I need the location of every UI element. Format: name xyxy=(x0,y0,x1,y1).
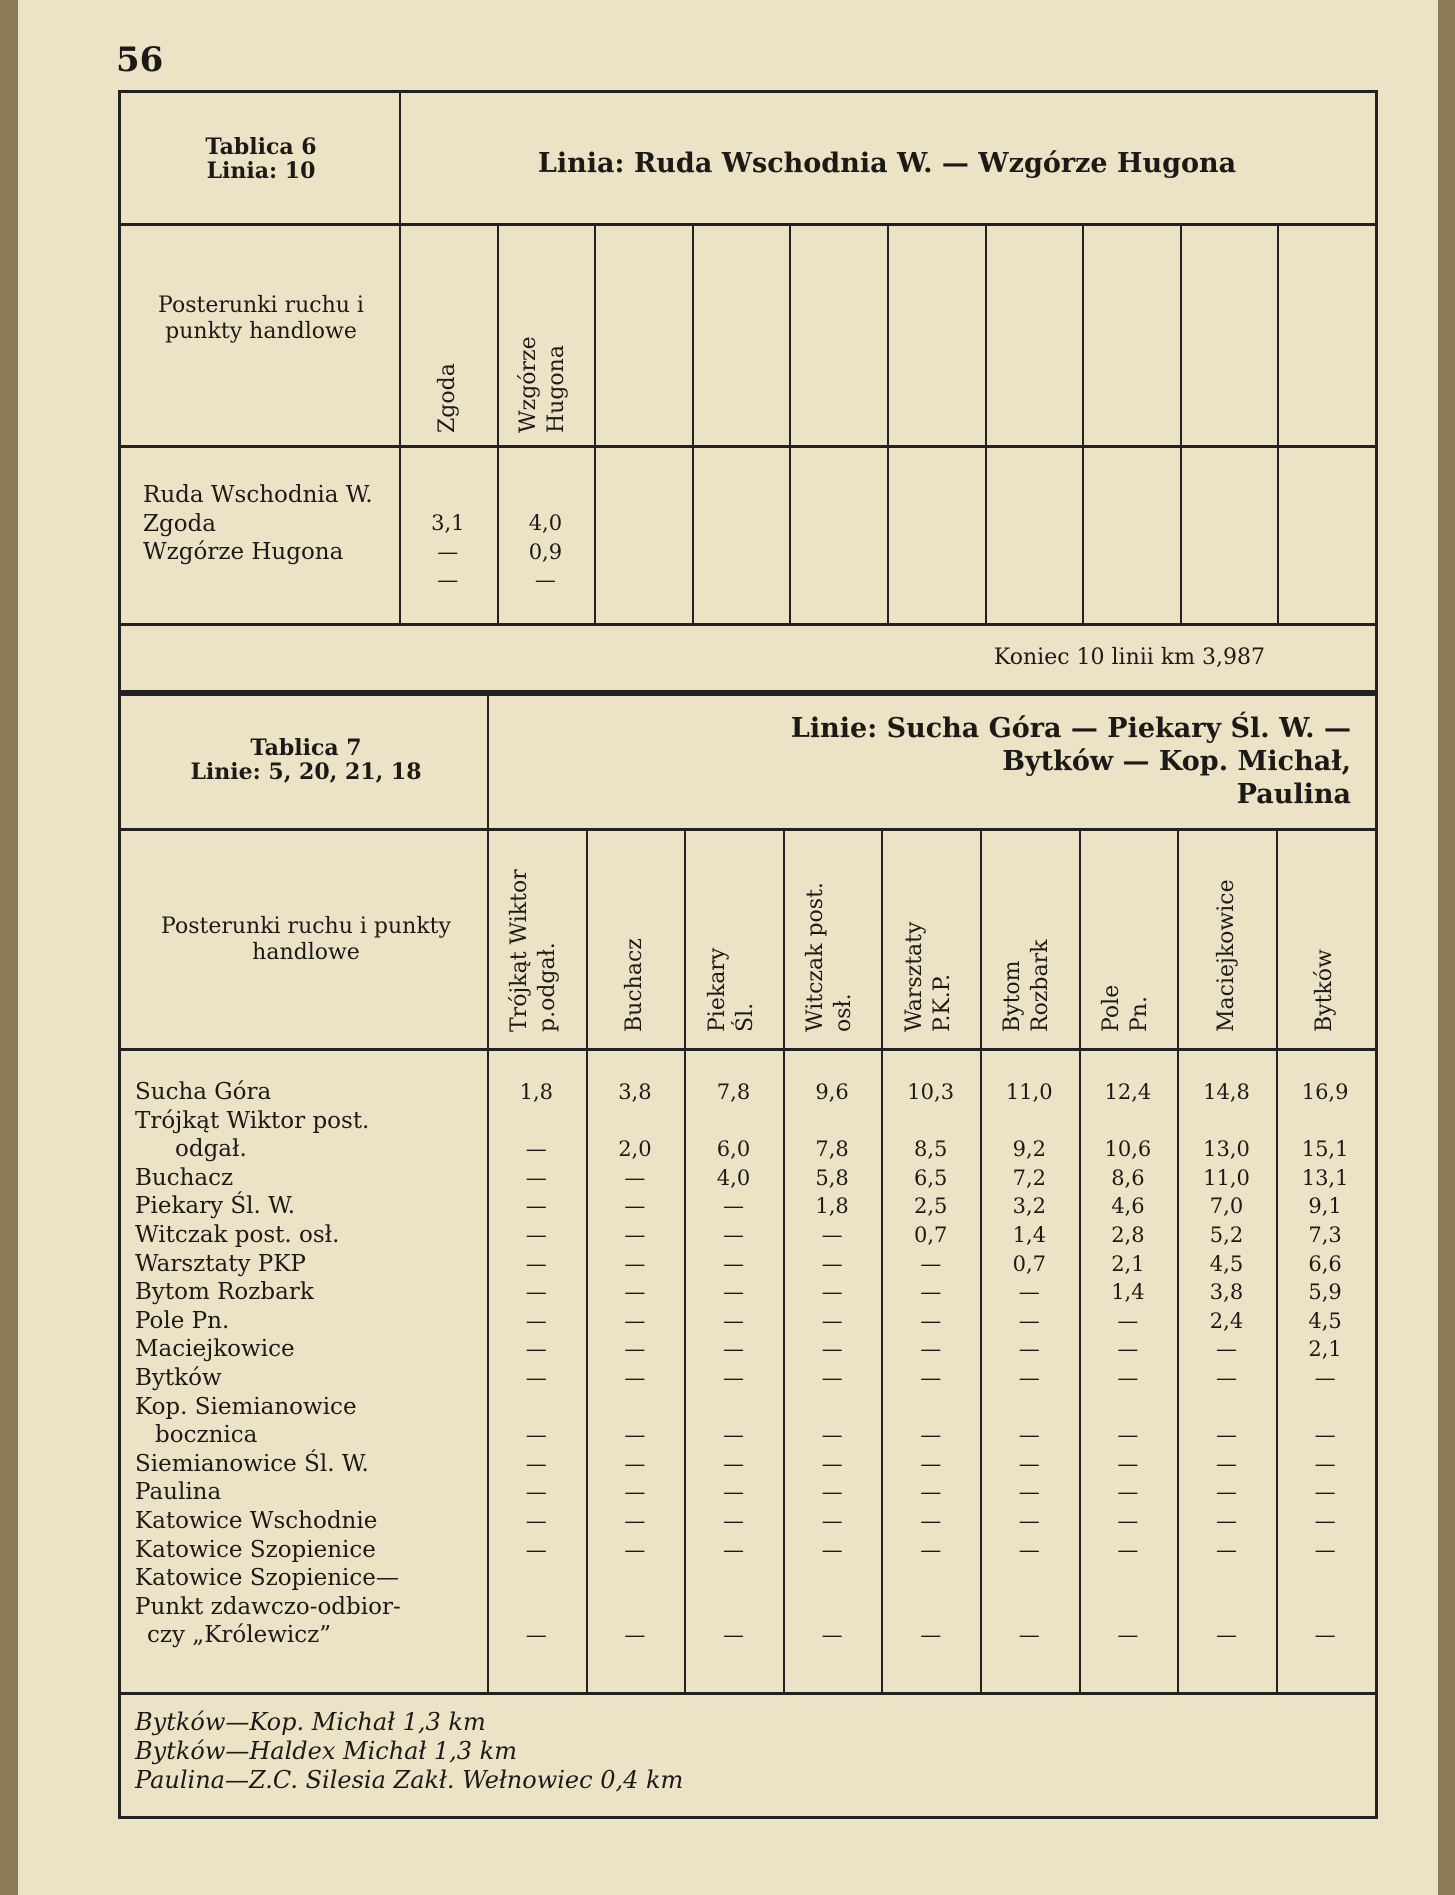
column-header: Zgoda xyxy=(434,363,460,433)
table-cell: — xyxy=(1215,1423,1237,1448)
table-cell: — xyxy=(920,1308,942,1333)
table-cell: — xyxy=(525,1337,547,1362)
station-name: Katowice Wschodnie xyxy=(135,1507,378,1534)
table-cell: — xyxy=(1018,1337,1040,1362)
table-cell: 2,1 xyxy=(1111,1251,1145,1276)
table-cell: — xyxy=(722,1451,744,1476)
table-cell: 3,2 xyxy=(1012,1194,1046,1219)
column-header: Bytom Rozbark xyxy=(1000,939,1054,1032)
table-cell: — xyxy=(525,1509,547,1533)
table-cell: 4,5 xyxy=(1308,1308,1342,1333)
station-name: Kop. Siemianowice xyxy=(135,1393,357,1420)
table-cell: — xyxy=(1018,1423,1040,1448)
table-cell: 9,1 xyxy=(1308,1194,1342,1219)
station-name: Siemianowice Śl. W. xyxy=(135,1450,369,1477)
table-cell: — xyxy=(437,539,459,564)
table-cell: — xyxy=(1314,1480,1336,1505)
table-cell: — xyxy=(624,1480,646,1505)
table-cell: — xyxy=(1117,1537,1139,1562)
table-cell: 3,1 xyxy=(431,511,465,535)
table-cell: — xyxy=(1117,1337,1139,1362)
column-header: Buchacz xyxy=(621,938,647,1032)
footnote: Bytków—Haldex Michał 1,3 km xyxy=(135,1737,517,1765)
station-name: Bytków xyxy=(135,1364,222,1391)
table-cell: — xyxy=(920,1509,942,1533)
column-header: Warsztaty P.K.P. xyxy=(901,921,955,1032)
table-7-label: Tablica 7 Linie: 5, 20, 21, 18 xyxy=(190,735,422,785)
table-cell: — xyxy=(722,1280,744,1305)
table-cell: — xyxy=(1018,1480,1040,1505)
table-cell: 8,6 xyxy=(1111,1165,1145,1190)
table-cell: — xyxy=(722,1423,744,1448)
table-cell: — xyxy=(624,1223,646,1247)
table-cell: 1,4 xyxy=(1111,1280,1145,1305)
table-cell: — xyxy=(821,1223,843,1247)
table-cell: — xyxy=(722,1366,744,1390)
table-cell: — xyxy=(821,1337,843,1362)
table-cell: 9,2 xyxy=(1012,1137,1046,1162)
table-cell: 7,3 xyxy=(1308,1223,1342,1247)
table-cell: — xyxy=(821,1537,843,1562)
station-name: Katowice Szopienice— xyxy=(135,1565,399,1592)
table-cell: — xyxy=(1117,1480,1139,1505)
table-cell: — xyxy=(1314,1509,1336,1533)
table-cell: — xyxy=(722,1251,744,1276)
table-cell: 14,8 xyxy=(1203,1080,1250,1104)
table-cell: 8,5 xyxy=(913,1137,948,1162)
table-cell: — xyxy=(624,1251,646,1276)
station-name: Katowice Szopienice xyxy=(135,1536,376,1563)
table-cell: — xyxy=(624,1280,646,1305)
table-cell: 2,0 xyxy=(618,1137,652,1162)
table-cell: — xyxy=(624,1423,646,1448)
station-name: Bytom Rozbark xyxy=(135,1279,314,1306)
table-cell: — xyxy=(1018,1537,1040,1562)
table-cell: — xyxy=(821,1480,843,1505)
table-cell: 7,8 xyxy=(815,1137,849,1162)
station-name: Sucha Góra xyxy=(135,1079,272,1105)
station-name: Pole Pn. xyxy=(135,1307,230,1334)
table-cell: 5,2 xyxy=(1209,1223,1244,1247)
table-7 xyxy=(118,692,1378,1819)
table-7-footnotes xyxy=(135,1708,683,1795)
table-cell: — xyxy=(920,1480,942,1505)
table-7-stations xyxy=(135,1078,401,1650)
table-cell: — xyxy=(821,1423,843,1448)
table-6-corner-header: Posterunki ruchu i punkty handlowe xyxy=(158,293,364,344)
table-cell: — xyxy=(624,1509,646,1533)
table-cell: — xyxy=(525,1451,547,1476)
table-cell: — xyxy=(1314,1537,1336,1562)
table-cell: — xyxy=(1018,1509,1040,1533)
table-cell: — xyxy=(1215,1509,1237,1533)
table-cell: — xyxy=(624,1623,646,1648)
station-name: bocznica xyxy=(155,1422,258,1449)
station-name: Trójkąt Wiktor post. xyxy=(135,1107,370,1134)
table-cell: — xyxy=(1018,1366,1040,1390)
table-cell: 0,9 xyxy=(528,539,563,564)
table-cell: — xyxy=(920,1251,942,1276)
table-cell: — xyxy=(624,1337,646,1362)
table-cell: — xyxy=(920,1623,942,1648)
table-cell: — xyxy=(624,1165,646,1190)
table-6-stations xyxy=(143,481,393,567)
table-cell: — xyxy=(525,1137,547,1162)
table-cell: — xyxy=(1117,1423,1139,1448)
station-name: odgał. xyxy=(175,1136,247,1163)
table-cell: — xyxy=(920,1451,942,1476)
table-7-corner-header: Posterunki ruchu i punkty handlowe xyxy=(161,914,451,965)
table-cell: 7,8 xyxy=(716,1080,751,1104)
table-cell: — xyxy=(525,1280,547,1305)
table-cell: 2,4 xyxy=(1209,1308,1244,1333)
table-cell: — xyxy=(525,1537,547,1562)
station-name: Maciejkowice xyxy=(135,1336,295,1363)
table-cell: — xyxy=(525,1308,547,1333)
table-cell: — xyxy=(1117,1509,1139,1533)
table-cell: — xyxy=(437,568,459,593)
table-cell: — xyxy=(722,1223,744,1247)
table-cell: — xyxy=(624,1308,646,1333)
table-6-title: Linia: Ruda Wschodnia W. — Wzgórze Hugona xyxy=(537,148,1237,179)
table-cell: — xyxy=(525,1423,547,1448)
table-cell: — xyxy=(1018,1280,1040,1305)
table-cell: 5,9 xyxy=(1308,1280,1342,1305)
table-cell: — xyxy=(1215,1451,1237,1476)
table-cell: 1,8 xyxy=(815,1194,849,1219)
station-name: Ruda Wschodnia W. xyxy=(143,482,373,508)
table-cell: — xyxy=(722,1480,744,1505)
table-cell: 16,9 xyxy=(1301,1080,1349,1104)
table-cell: — xyxy=(722,1537,744,1562)
table-cell: — xyxy=(722,1194,744,1219)
table-cell: — xyxy=(1117,1308,1139,1333)
table-cell: — xyxy=(821,1509,843,1533)
station-name: Witczak post. osł. xyxy=(135,1221,340,1248)
table-cell: — xyxy=(821,1451,843,1476)
table-cell: 7,2 xyxy=(1012,1165,1046,1190)
table-6 xyxy=(118,90,1378,696)
table-cell: 13,0 xyxy=(1203,1137,1250,1162)
table-cell: — xyxy=(1215,1366,1237,1390)
table-cell: 5,8 xyxy=(815,1165,849,1190)
footnote: Bytków—Kop. Michał 1,3 km xyxy=(135,1708,486,1736)
table-cell: — xyxy=(525,1165,547,1190)
table-cell: 2,1 xyxy=(1308,1337,1342,1362)
table-cell: — xyxy=(1314,1451,1336,1476)
table-cell: — xyxy=(722,1509,744,1533)
table-6-label: Tablica 6 Linia: 10 xyxy=(205,134,317,184)
table-cell: 6,0 xyxy=(716,1137,751,1162)
column-header: Pole Pn. xyxy=(1098,984,1152,1032)
table-cell: — xyxy=(525,1251,547,1276)
table-cell: 3,8 xyxy=(1209,1280,1244,1305)
table-cell: — xyxy=(821,1251,843,1276)
table-cell: — xyxy=(624,1366,646,1390)
table-cell: 2,5 xyxy=(913,1194,948,1219)
station-name: Paulina xyxy=(135,1479,222,1506)
table-cell: — xyxy=(920,1280,942,1305)
station-name: Punkt zdawczo-odbior- xyxy=(135,1593,401,1620)
table-cell: — xyxy=(525,1366,547,1390)
table-cell: — xyxy=(525,1223,547,1247)
table-cell: — xyxy=(525,1480,547,1505)
table-cell: — xyxy=(1314,1366,1336,1390)
table-cell: — xyxy=(1117,1623,1139,1648)
station-name: Wzgórze Hugona xyxy=(143,539,344,566)
table-cell: — xyxy=(624,1537,646,1562)
table-cell: — xyxy=(1314,1423,1336,1448)
table-cell: — xyxy=(821,1623,843,1648)
table-cell: — xyxy=(1117,1451,1139,1476)
table-cell: — xyxy=(624,1194,646,1219)
table-cell: — xyxy=(1117,1366,1139,1390)
table-cell: 4,0 xyxy=(528,511,563,535)
table-cell: — xyxy=(722,1308,744,1333)
table-cell: — xyxy=(1215,1537,1237,1562)
table-6-end-note: Koniec 10 linii km 3,987 xyxy=(993,645,1265,670)
table-cell: — xyxy=(624,1451,646,1476)
station-name: Piekary Śl. W. xyxy=(135,1193,296,1220)
table-cell: — xyxy=(722,1623,744,1648)
page-number: 56 xyxy=(116,40,164,80)
table-cell: — xyxy=(1018,1623,1040,1648)
table-cell: 4,5 xyxy=(1209,1251,1244,1276)
footnote: Paulina—Z.C. Silesia Zakł. Wełnowiec 0,4 km xyxy=(135,1766,684,1794)
table-cell: — xyxy=(1215,1480,1237,1505)
table-cell: 6,6 xyxy=(1308,1251,1342,1276)
table-cell: — xyxy=(1018,1451,1040,1476)
table-cell: 0,7 xyxy=(1012,1251,1046,1276)
table-cell: 1,8 xyxy=(519,1080,553,1104)
table-cell: — xyxy=(920,1337,942,1362)
table-cell: 10,6 xyxy=(1104,1137,1152,1162)
column-header: Bytków xyxy=(1312,949,1338,1032)
table-cell: 11,0 xyxy=(1005,1080,1053,1104)
table-cell: — xyxy=(821,1366,843,1390)
table-cell: 6,5 xyxy=(913,1165,948,1190)
table-cell: — xyxy=(821,1308,843,1333)
table-cell: 2,8 xyxy=(1111,1223,1145,1247)
column-header: Trójkąt Wiktor p.odgał. xyxy=(507,869,561,1032)
table-cell: — xyxy=(920,1537,942,1562)
station-name: Buchacz xyxy=(135,1164,234,1191)
table-cell: — xyxy=(722,1337,744,1362)
table-cell: 10,3 xyxy=(907,1080,955,1104)
table-cell: 12,4 xyxy=(1104,1080,1152,1104)
station-name: Warsztaty PKP xyxy=(135,1250,306,1277)
table-cell: 0,7 xyxy=(913,1223,948,1247)
table-cell: — xyxy=(534,568,556,593)
table-cell: — xyxy=(1215,1337,1237,1362)
station-name: czy „Królewicz” xyxy=(147,1622,332,1649)
column-header: Witczak post. osł. xyxy=(803,882,857,1032)
table-cell: — xyxy=(920,1423,942,1448)
table-cell: 7,0 xyxy=(1209,1194,1244,1219)
station-name: Zgoda xyxy=(143,510,216,537)
table-cell: 4,0 xyxy=(716,1165,751,1190)
column-header: Wzgórze Hugona xyxy=(516,336,570,433)
table-cell: 4,6 xyxy=(1111,1194,1145,1219)
table-7-title: Linie: Sucha Góra — Piekary Śl. W. — Bytków — Kop. Michał, Paulina xyxy=(790,713,1351,810)
table-cell: — xyxy=(920,1366,942,1390)
table-cell: — xyxy=(1018,1308,1040,1333)
table-cell: 9,6 xyxy=(815,1080,849,1104)
table-cell: 1,4 xyxy=(1012,1223,1046,1247)
table-cell: — xyxy=(525,1623,547,1648)
table-cell: 3,8 xyxy=(618,1080,652,1104)
table-cell: — xyxy=(1215,1623,1237,1648)
column-header: Maciejkowice xyxy=(1213,879,1239,1032)
table-cell: 13,1 xyxy=(1301,1165,1349,1190)
table-cell: 11,0 xyxy=(1203,1165,1250,1190)
table-cell: 15,1 xyxy=(1301,1137,1349,1162)
table-cell: — xyxy=(1314,1623,1336,1648)
table-cell: — xyxy=(525,1194,547,1219)
table-cell: — xyxy=(821,1280,843,1305)
column-header: Piekary Śl. xyxy=(704,947,758,1032)
